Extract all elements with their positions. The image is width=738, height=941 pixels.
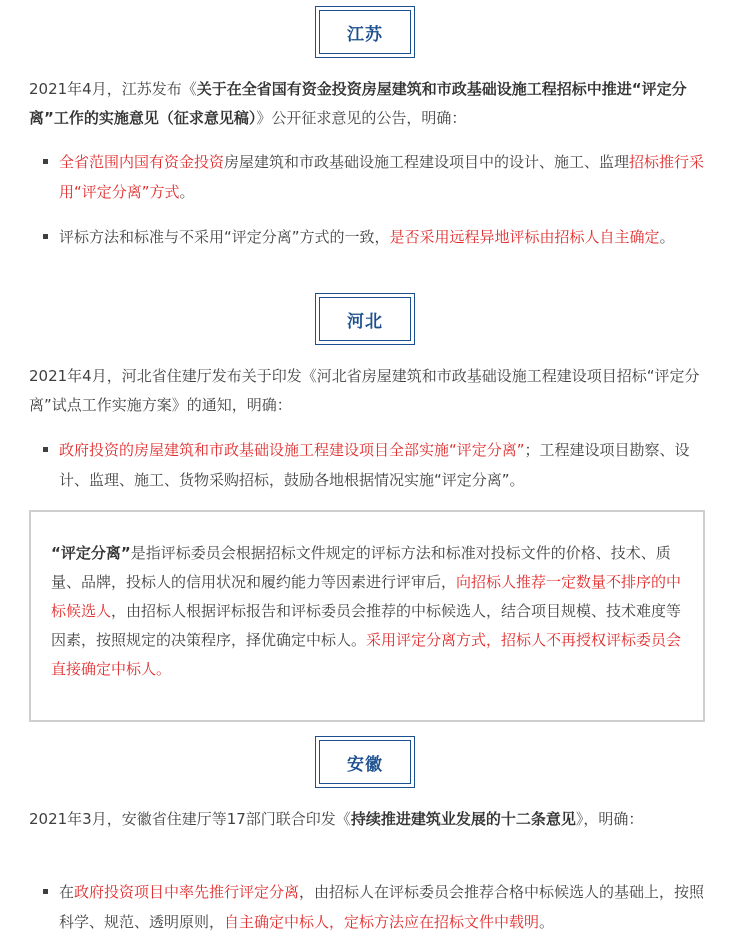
section-tag-label: 江苏 — [347, 24, 383, 45]
bullet-marker-icon — [43, 447, 48, 452]
definition-term: “评定分离” — [51, 544, 131, 562]
bullet-marker-icon — [43, 889, 48, 894]
anhui-bullet-1: 在政府投资项目中率先推行评定分离，由招标人在评标委员会推荐合格中标候选人的基础上，按照科学、规范、透明原则，自主确定中标人，定标方法应在招标文件中载明。 — [59, 877, 710, 937]
anhui-intro: 2021年3月，安徽省住建厅等17部门联合印发《持续推进建筑业发展的十二条意见》，明确： — [29, 810, 644, 828]
jiangsu-bullet-1: 全省范围内国有资金投资房屋建筑和市政基础设施工程建设项目中的设计、施工、监理招标推行采用“评定分离”方式。 — [59, 147, 710, 207]
section-tag-label: 河北 — [347, 311, 383, 332]
anhui-document-title: 持续推进建筑业发展的十二条意见 — [350, 810, 576, 828]
jiangsu-bullet-2: 评标方法和标准与不采用“评定分离”方式的一致，是否采用远程异地评标由招标人自主确定。 — [59, 222, 710, 252]
section-tag-hebei — [319, 297, 411, 341]
jiangsu-intro: 2021年4月，江苏发布《关于在全省国有资金投资房屋建筑和市政基础设施工程招标中推进“评定分离”工作的实施意见（征求意见稿）》公开征求意见的公告，明确： — [29, 80, 687, 127]
section-tag-label: 安徽 — [347, 754, 383, 775]
section-tag-jiangsu — [319, 10, 411, 54]
bullet-marker-icon — [43, 234, 48, 239]
definition-box — [29, 510, 705, 722]
bullet-marker-icon — [43, 159, 48, 164]
definition-text: “评定分离”是指评标委员会根据招标文件规定的评标方法和标准对投标文件的价格、技术、质量、品牌，投标人的信用状况和履约能力等因素进行评审后，向招标人推荐一定数量不排序的中标候选人，由招标人根据评标报告和评标委员会推荐的中标候选人，结合项目规模、技术难度等因素，按照规定的决策程序，择优确定中标人。采用评定分离方式，招标人不再授权评标委员会直接确定中标人。 — [51, 544, 682, 678]
jiangsu-document-title: 关于在全省国有资金投资房屋建筑和市政基础设施工程招标中推进“评定分离”工作的实施意见（征求意见稿） — [29, 80, 687, 127]
hebei-bullet-1: 政府投资的房屋建筑和市政基础设施工程建设项目全部实施“评定分离”；工程建设项目勘察、设计、监理、施工、货物采购招标，鼓励各地根据情况实施“评定分离”。 — [59, 435, 710, 495]
hebei-intro: 2021年4月，河北省住建厅发布关于印发《河北省房屋建筑和市政基础设施工程建设项目招标“评定分离”试点工作实施方案》的通知，明确： — [29, 367, 700, 414]
section-tag-anhui — [319, 740, 411, 784]
